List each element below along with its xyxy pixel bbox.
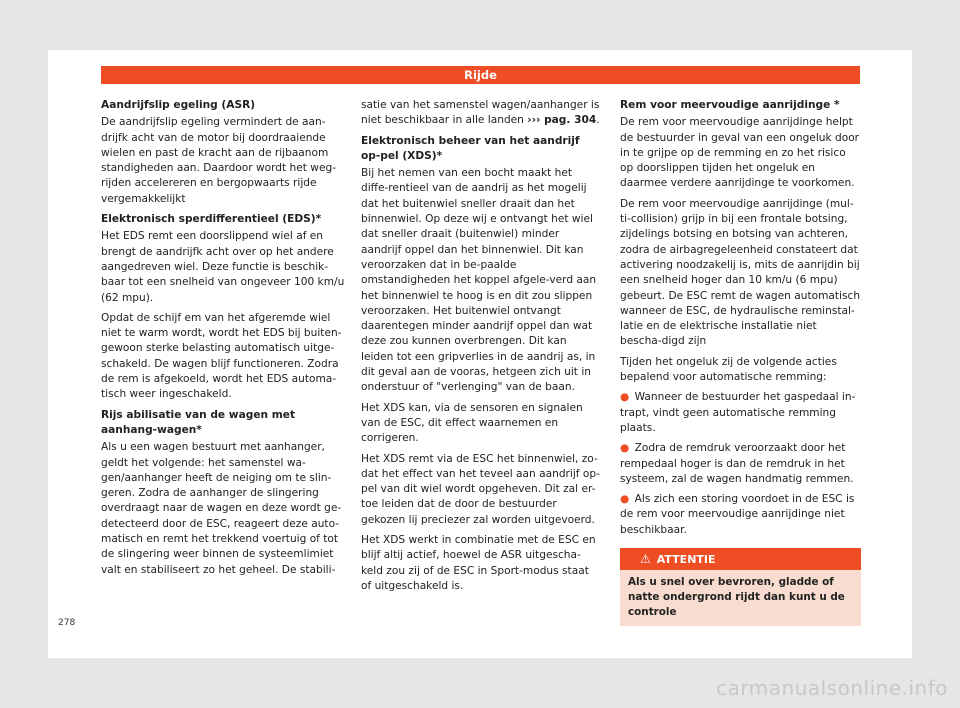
xds-paragraph-3: Het XDS remt via de ESC het binnenwiel, zo-dat het effect van het teveel aan aandrijf op-pel van dit wiel wordt opgeheven. Dit zal er-toe leiden dat de door de bestuurder gekozen lij preciezer zal worden uitgevoerd. <box>361 452 600 526</box>
list-item <box>620 390 861 436</box>
multi-collision-brake-heading: Rem voor meervoudige aanrijdinge * <box>620 99 840 111</box>
column-3 <box>620 98 861 626</box>
warning-header <box>620 548 861 570</box>
list-item <box>620 441 861 487</box>
warning-text: Als u snel over bevroren, gladde of natte ondergrond rijdt dan kunt u de controle <box>628 576 845 619</box>
multi-collision-paragraph-2: De rem voor meervoudige aanrijdinge (mul-ti-collision) grijp in bij een frontale botsing, zijdelings botsing en botsing van achteren, zodra de airbagregeleenheid constateert dat activering noodzakelij is, mits de aanrijdin bij een snelheid hoger dan 10 km/u (6 mpu) gebeurt. De ESC remt de wagen automatisch wanneer de ESC, de hydraulische reminstal-latie en de elektrische installatie niet bescha-digd zijn <box>620 197 861 348</box>
continued-paragraph <box>361 98 602 129</box>
continued-text: satie van het samenstel wagen/aanhanger is niet beschikbaar in alle landen <box>361 99 600 127</box>
xds-paragraph-1: Bij het nemen van een bocht maakt het diffe-rentieel van de aandrij as het mogelij dat het buitenwiel sneller draait dan het binnenwiel. Op deze wij e ontvangt het wiel dat sneller draait (buitenwiel) minder aandrijf oppel dan het binnenwiel. Dit kan veroorzaken dat in be-paalde omstandigheden het koppel afgele-verd aan het binnenwiel te hoog is en dit zou slippen veroorzaken. Het buitenwiel ontvangt daarentegen minder aandrijf oppel dan wat deze zou kunnen overbrengen. Dit kan leiden tot een gripverlies in de aandrij as, in dit geval aan de vooras, hetgeen zich uit in onderstuur of "verlenging" van de baan. <box>361 167 597 394</box>
eds-heading: Elektronisch sperdifferentieel (EDS)* <box>101 213 322 226</box>
column-2 <box>361 98 602 599</box>
eds-paragraph-1: Het EDS remt een doorslippend wiel af en brengt de aandrijfk acht over op het andere aangedreven wiel. Deze functie is beschik-baar tot een snelheid van ongeveer 100 km/u (62 mpu). <box>101 230 345 304</box>
bullet-icon: ● <box>620 391 630 404</box>
trailer-stabilisation-paragraph: Als u een wagen bestuurt met aanhanger, geldt het volgende: het samenstel wa-gen/aanhanger heeft de neiging om te slin-geren. Zodra de aanhanger de slingering overdraagt naar de wagen en deze wordt ge-detecteerd door de ESC, reageert deze auto-matisch en remt het trekkend voertuig of tot de slingering weer binnen de systeemlimiet valt en stabiliseert zo het geheel. De stabili- <box>101 441 342 576</box>
watermark-footer: carmanualsonline.info <box>716 676 948 700</box>
xds-paragraph-2: Het XDS kan, via de sensoren en signalen van de ESC, dit effect waarnemen en corrigeren. <box>361 401 583 445</box>
xds-heading: Elektronisch beheer van het aandrijf op-pel (XDS)* <box>361 134 580 162</box>
xds-paragraph-4: Het XDS werkt in combinatie met de ESC en blijf altij actief, hoewel de ASR uitgescha-keld zou zij of de ESC in Sport-modus staat of uitgeschakeld is. <box>361 534 596 592</box>
asr-heading: Aandrijfslip egeling (ASR) <box>101 99 256 111</box>
bullet-icon: ● <box>620 442 630 455</box>
warning-box <box>620 548 861 626</box>
list-item <box>620 492 861 538</box>
multi-collision-paragraph-1: De rem voor meervoudige aanrijdinge helpt de bestuurder in geval van een ongeluk door in te grijpe op de remming en zo het risico op doorslippen tijden het ongeluk en daarmee verdere aanrijdinge te voorkomen. <box>620 116 860 190</box>
column-1 <box>101 98 347 583</box>
continued-text-end: . <box>596 114 600 127</box>
list-item-text: Als zich een storing voordoet in de ESC is de rem voor meervoudige aanrijdinge niet beschikbaar. <box>620 493 855 536</box>
page-reference-link[interactable]: ››› pag. 304 <box>527 114 597 127</box>
asr-paragraph: De aandrijfslip egeling vermindert de aan-drijfk acht van de motor bij doordraaiende wielen en past de kracht aan de rijbaanom standigheden aan. Daardoor wordt het weg-rijden accelereren en bergopwaarts rijde vergemakkelijkt <box>101 116 337 205</box>
section-header: Rijde <box>101 66 860 84</box>
eds-paragraph-2: Opdat de schijf em van het afgeremde wiel niet te warm wordt, wordt het EDS bij buiten-gewoon sterke belasting automatisch uitge-schakeld. De wagen blijf functioneren. Zodra de rem is afgekoeld, wordt het EDS automa-tisch weer ingeschakeld. <box>101 311 342 401</box>
warning-triangle-icon: ⚠ <box>640 552 651 567</box>
trailer-stabilisation-heading: Rijs abilisatie van de wagen met aanhang-wagen* <box>101 408 296 436</box>
list-item-text: Zodra de remdruk veroorzaakt door het rempedaal hoger is dan de remdruk in het systeem, zal de wagen handmatig remmen. <box>620 442 854 485</box>
warning-title: ATTENTIE <box>656 553 716 567</box>
list-item-text: Wanneer de bestuurder het gaspedaal in-trapt, vindt geen automatische remming plaats. <box>620 391 856 434</box>
multi-collision-paragraph-3: Tijden het ongeluk zij de volgende acties bepalend voor automatische remming: <box>620 355 837 384</box>
page-number: 278 <box>58 618 76 628</box>
bullet-icon: ● <box>620 493 630 506</box>
